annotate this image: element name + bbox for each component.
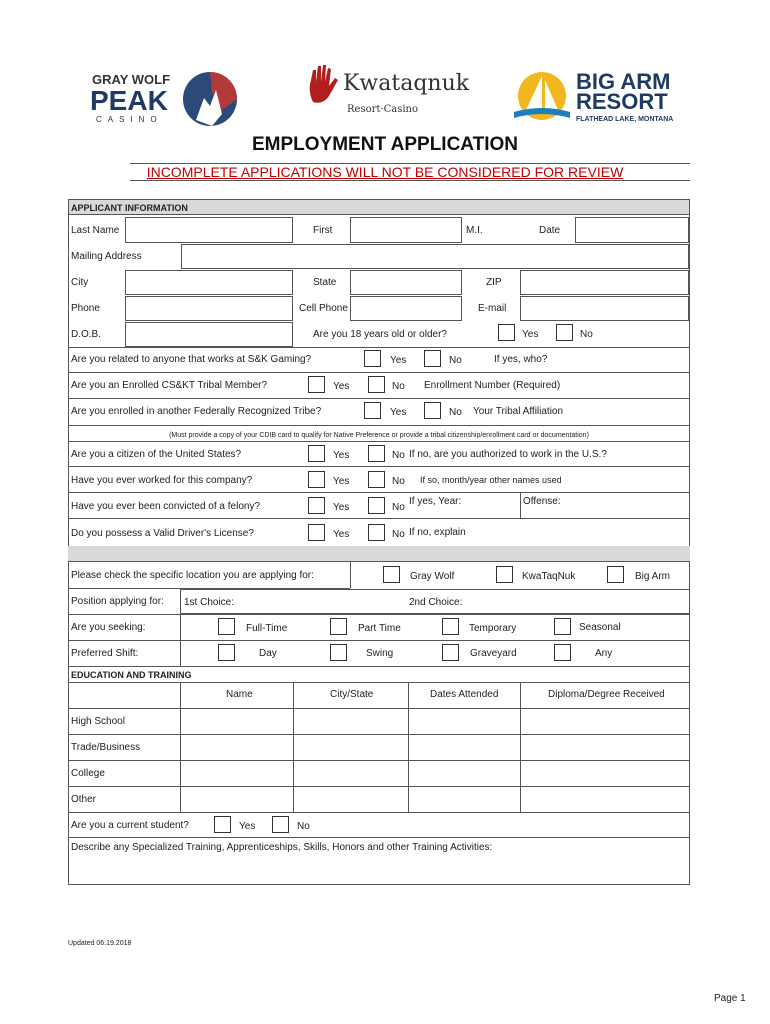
yes-label: Yes — [522, 329, 539, 340]
yes-label: Yes — [333, 476, 350, 487]
big-arm-resort-logo — [512, 68, 687, 126]
divider — [293, 682, 294, 812]
yes-label: Yes — [390, 355, 407, 366]
page-title: EMPLOYMENT APPLICATION — [252, 134, 518, 155]
col-city: City/State — [330, 689, 374, 700]
license-no-checkbox[interactable] — [368, 524, 385, 541]
logo-text: RESORT — [576, 89, 668, 114]
felony-no-checkbox[interactable] — [368, 497, 385, 514]
divider — [68, 518, 690, 519]
mailing-field[interactable] — [181, 244, 689, 269]
yes-label: Yes — [333, 502, 350, 513]
gray-wolf-peak-logo — [90, 70, 240, 128]
city-label: City — [71, 277, 89, 288]
divider — [68, 425, 690, 426]
citizen-no-checkbox[interactable] — [368, 445, 385, 462]
shift-label: Preferred Shift: — [71, 648, 139, 659]
no-label: No — [392, 529, 405, 540]
divider — [68, 786, 690, 787]
divider — [68, 666, 690, 667]
worked-question: Have you ever worked for this company? — [71, 475, 253, 486]
if-yes-who-label: If yes, who? — [494, 354, 548, 365]
edu-row-label: High School — [71, 716, 125, 727]
yes-label: Yes — [390, 407, 407, 418]
second-choice-label: 2nd Choice: — [409, 597, 463, 608]
location-question: Please check the specific location you are applying for: — [71, 570, 314, 581]
divider — [68, 884, 690, 885]
gray-wolf-checkbox[interactable] — [383, 566, 400, 583]
sailboat-sun-icon — [512, 70, 572, 124]
graveyard-label: Graveyard — [470, 648, 517, 659]
enrolled-question: Are you an Enrolled CS&KT Tribal Member? — [71, 380, 268, 391]
edu-row-label: Trade/Business — [71, 742, 141, 753]
part-time-label: Part Time — [358, 623, 401, 634]
state-field[interactable] — [350, 270, 462, 295]
phone-label: Phone — [71, 303, 100, 314]
citizen-question: Are you a citizen of the United States? — [71, 449, 242, 460]
dob-field[interactable] — [125, 322, 293, 347]
explain-label: If no, explain — [409, 527, 466, 538]
offense-label: Offense: — [523, 496, 561, 507]
col-diploma: Diploma/Degree Received — [548, 689, 665, 700]
seasonal-label: Seasonal — [579, 622, 621, 633]
warning-banner: INCOMPLETE APPLICATIONS WILL NOT BE CONSIDERED FOR REVIEW — [146, 164, 624, 180]
student-question: Are you a current student? — [71, 820, 189, 831]
enrolled-no-checkbox[interactable] — [368, 376, 385, 393]
yes-label: Yes — [333, 529, 350, 540]
city-field[interactable] — [125, 270, 293, 295]
logo-text: Resort·Casino — [347, 104, 418, 115]
seasonal-checkbox[interactable] — [554, 618, 571, 635]
related-yes-checkbox[interactable] — [364, 350, 381, 367]
zip-label: ZIP — [486, 277, 502, 288]
part-time-checkbox[interactable] — [330, 618, 347, 635]
no-label: No — [392, 476, 405, 487]
no-label: No — [392, 450, 405, 461]
kwataqnuk-label: KwaTaqNuk — [522, 571, 576, 582]
swing-checkbox[interactable] — [330, 644, 347, 661]
wolf-moon-icon — [182, 70, 238, 128]
first-name-field[interactable] — [350, 217, 462, 243]
no-label: No — [392, 502, 405, 513]
related-no-checkbox[interactable] — [424, 350, 441, 367]
full-time-label: Full-Time — [246, 623, 288, 634]
last-name-label: Last Name — [71, 225, 120, 236]
no-label: No — [449, 355, 462, 366]
phone-field[interactable] — [125, 296, 293, 321]
page-number: Page 1 — [714, 993, 746, 1004]
student-no-checkbox[interactable] — [272, 816, 289, 833]
graveyard-checkbox[interactable] — [442, 644, 459, 661]
divider — [130, 180, 690, 181]
other-tribe-yes-checkbox[interactable] — [364, 402, 381, 419]
divider — [520, 682, 521, 812]
first-choice-label: 1st Choice: — [184, 597, 235, 608]
divider — [68, 398, 690, 399]
logo-text: FLATHEAD LAKE, MONTANA — [576, 116, 674, 123]
logo-text: BIG ARM — [576, 69, 671, 94]
gray-wolf-label: Gray Wolf — [410, 571, 455, 582]
other-tribe-question: Are you enrolled in another Federally Recognized Tribe? — [71, 406, 322, 417]
enrollment-number-label: Enrollment Number (Required) — [424, 380, 561, 391]
kwataqnuk-logo — [305, 62, 470, 122]
col-name: Name — [226, 689, 253, 700]
logo-text: CASINO — [96, 115, 163, 124]
date-field[interactable] — [575, 217, 689, 243]
yes-label: Yes — [239, 821, 256, 832]
enrolled-yes-checkbox[interactable] — [308, 376, 325, 393]
temporary-label: Temporary — [469, 623, 517, 634]
felony-question: Have you ever been convicted of a felony? — [71, 501, 261, 512]
worked-note: If so, month/year other names used — [420, 475, 562, 485]
any-checkbox[interactable] — [554, 644, 571, 661]
age-no-checkbox[interactable] — [556, 324, 573, 341]
describe-label: Describe any Specialized Training, Apprenticeships, Skills, Honors and other Training Activities: — [71, 842, 493, 853]
handprint-icon — [305, 64, 341, 104]
no-label: No — [297, 821, 310, 832]
student-yes-checkbox[interactable] — [214, 816, 231, 833]
age-yes-checkbox[interactable] — [498, 324, 515, 341]
divider — [68, 812, 690, 813]
felony-year-label: If yes, Year: — [409, 496, 462, 507]
education-header: EDUCATION AND TRAINING — [71, 670, 192, 680]
license-question: Do you possess a Valid Driver's License? — [71, 528, 254, 539]
divider — [68, 614, 690, 615]
divider — [68, 734, 690, 735]
divider — [68, 347, 690, 348]
swing-label: Swing — [366, 648, 394, 659]
yes-label: Yes — [333, 381, 350, 392]
col-dates: Dates Attended — [430, 689, 499, 700]
first-name-label: First — [313, 225, 333, 236]
updated-date: Updated 06.19.2018 — [68, 940, 132, 947]
divider — [408, 682, 409, 812]
day-label: Day — [259, 648, 277, 659]
no-label: No — [392, 381, 405, 392]
divider — [68, 372, 690, 373]
dob-label: D.O.B. — [71, 329, 102, 340]
divider — [68, 441, 690, 442]
section-header: APPLICANT INFORMATION — [71, 203, 188, 213]
day-checkbox[interactable] — [218, 644, 235, 661]
seeking-label: Are you seeking: — [71, 622, 146, 633]
age-question: Are you 18 years old or older? — [313, 329, 447, 340]
kwataqnuk-checkbox[interactable] — [496, 566, 513, 583]
logo-text: PEAK — [90, 85, 168, 116]
spacer-bar — [68, 546, 690, 562]
big-arm-checkbox[interactable] — [607, 566, 624, 583]
divider — [350, 562, 351, 588]
full-time-checkbox[interactable] — [218, 618, 235, 635]
edu-row-label: Other — [71, 794, 97, 805]
cell-phone-field[interactable] — [350, 296, 462, 321]
authorized-question: If no, are you authorized to work in the U.S.? — [409, 449, 607, 460]
citizen-yes-checkbox[interactable] — [308, 445, 325, 462]
email-label: E-mail — [478, 303, 507, 314]
no-label: No — [449, 407, 462, 418]
divider — [68, 837, 690, 838]
temporary-checkbox[interactable] — [442, 618, 459, 635]
divider — [68, 492, 690, 493]
zip-field[interactable] — [520, 270, 689, 295]
logo-text: GRAY WOLF — [92, 72, 171, 87]
mi-label: M.I. — [466, 225, 483, 236]
divider — [68, 682, 690, 683]
edu-row-label: College — [71, 768, 105, 779]
divider — [68, 708, 690, 709]
divider — [520, 492, 521, 518]
felony-yes-checkbox[interactable] — [308, 497, 325, 514]
other-tribe-no-checkbox[interactable] — [424, 402, 441, 419]
state-label: State — [313, 277, 337, 288]
cdib-note: (Must provide a copy of your CDIB card to qualify for Native Preference or provide a tribal citizenship/enrollment card or documentation) — [169, 432, 589, 439]
mailing-label: Mailing Address — [71, 251, 142, 262]
last-name-field[interactable] — [125, 217, 293, 243]
worked-no-checkbox[interactable] — [368, 471, 385, 488]
divider — [180, 682, 181, 812]
any-label: Any — [595, 648, 613, 659]
related-question: Are you related to anyone that works at S&K Gaming? — [71, 354, 312, 365]
divider — [68, 466, 690, 467]
email-field[interactable] — [520, 296, 689, 321]
divider — [68, 640, 690, 641]
cell-phone-label: Cell Phone — [299, 303, 348, 314]
date-label: Date — [539, 225, 561, 236]
worked-yes-checkbox[interactable] — [308, 471, 325, 488]
big-arm-label: Big Arm — [635, 571, 671, 582]
no-label: No — [580, 329, 593, 340]
license-yes-checkbox[interactable] — [308, 524, 325, 541]
yes-label: Yes — [333, 450, 350, 461]
logo-text: Kwataqnuk — [343, 71, 470, 96]
describe-textarea[interactable] — [70, 856, 691, 887]
divider — [68, 760, 690, 761]
tribal-affiliation-label: Your Tribal Affiliation — [473, 406, 564, 417]
position-label: Position applying for: — [71, 596, 164, 607]
